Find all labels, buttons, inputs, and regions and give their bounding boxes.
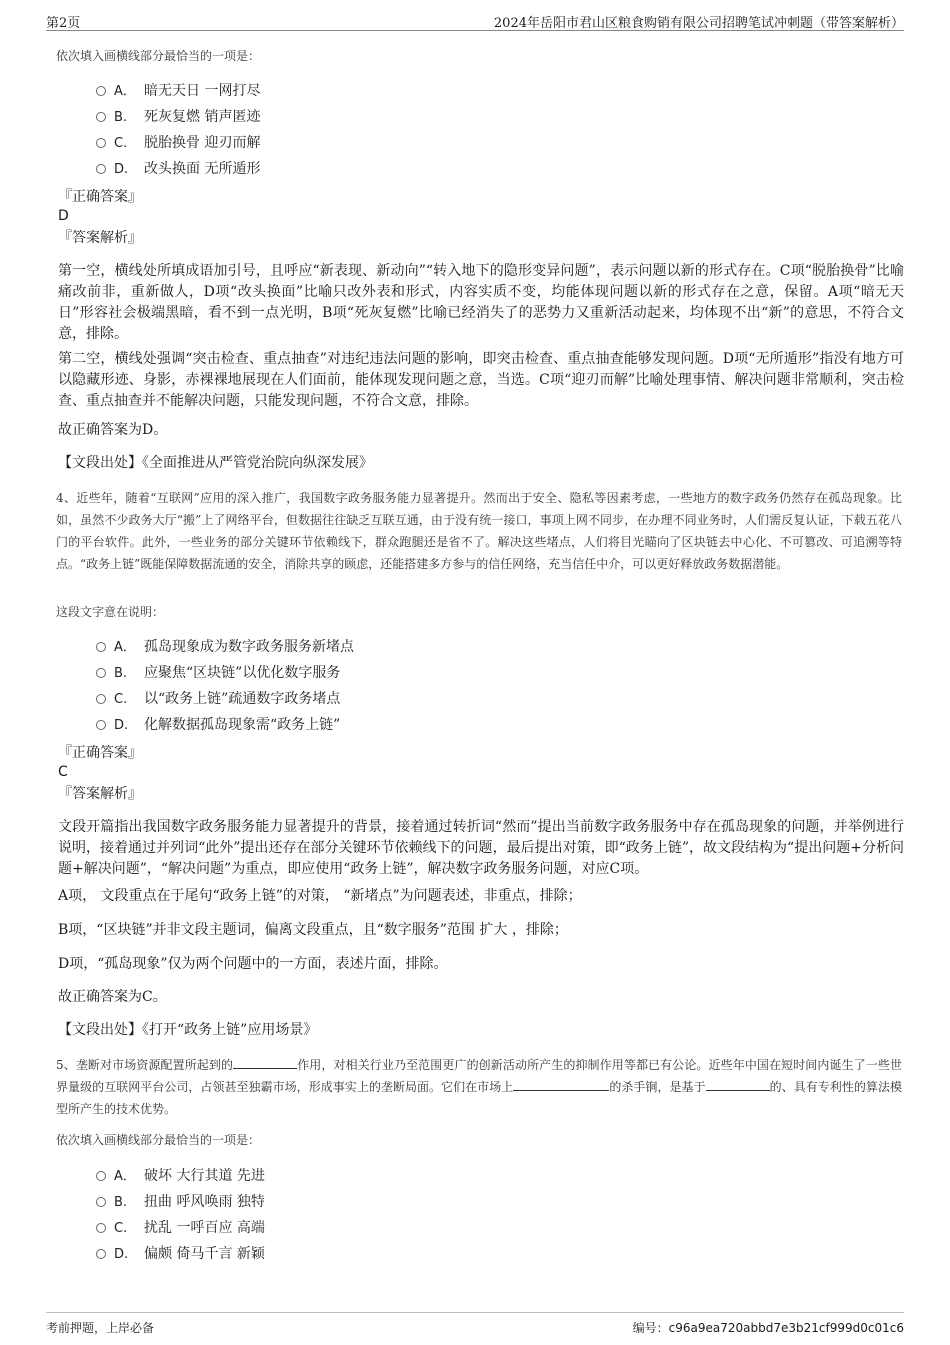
- q3-analysis-label: 『答案解析』: [58, 230, 142, 246]
- q3-option-d[interactable]: D. 改头换面 无所遁形: [96, 156, 596, 182]
- radio-icon[interactable]: [96, 1171, 106, 1181]
- q3-option-a[interactable]: A． 暗无天日 一网打尽: [96, 78, 596, 104]
- radio-icon[interactable]: [96, 112, 106, 122]
- q4-option-c[interactable]: C. 以“政务上链”疏通数字政务堵点: [96, 686, 596, 712]
- q4-analysis-label: 『答案解析』: [58, 786, 142, 802]
- radio-icon[interactable]: [96, 642, 106, 652]
- q5-option-c[interactable]: C. 扰乱 一呼百应 高端: [96, 1215, 596, 1241]
- fill-blank: [513, 1078, 609, 1091]
- radio-icon[interactable]: [96, 720, 106, 730]
- document-title: 2024年岳阳市君山区粮食购销有限公司招聘笔试冲刺题（带答案解析）: [493, 16, 904, 31]
- q3-option-b[interactable]: B. 死灰复燃 销声匿迹: [96, 104, 596, 130]
- q3-analysis-p1: 第一空，横线处所填成语加引号，且呼应“新表现、新动向”“转入地下的隐形变异问题”，表示问题以新的形式存在。C项“脱胎换骨”比喻痛改前非，重新做人，D项“改头换面”比喻只改外表和形式，内容实质不变，均能体现问题以新的形式存在之意，保留。A项“暗无天日”形容社会极端黑暗，看不到一点光明，B项“死灰复燃”比喻已经消失了的恶势力又重新活动起来，均体现不出“新”的意思，不符合文意，排除。: [58, 263, 904, 342]
- q5-stem: 5、垄断对市场资源配置所起到的 作用，对相关行业乃至范围更广的创新活动所产生的抑制作用等都已有公论。近些年中国在短时间内诞生了一些世界量级的互联网平台公司，占领甚至独霸市场，形成事实上的垄断局面。它们在市场上 的杀手锏，是基于 的、具有专利性的算法模型所产生的技术优势。: [56, 1058, 902, 1116]
- radio-icon[interactable]: [96, 86, 106, 96]
- radio-icon[interactable]: [96, 138, 106, 148]
- q5-option-a[interactable]: A． 破坏 大行其道 先进: [96, 1163, 596, 1189]
- page-header: [46, 10, 904, 31]
- q3-options: [96, 78, 596, 182]
- q5-option-d[interactable]: D. 偏颇 倚马千言 新颖: [96, 1241, 596, 1267]
- q4-analysis-p1: 文段开篇指出我国数字政务服务能力显著提升的背景，接着通过转折词“然而”提出当前数字政务服务中存在孤岛现象的问题，并举例进行说明，接着通过并列词“此外”提出还存在部分关键环节依赖线下的问题，最后提出对策，即“政务上链”，故文段结构为“提出问题+分析问题+解决问题”，“解决问题”为重点，即应使用“政务上链”，解决数字政务服务问题，对应C项。: [58, 819, 904, 877]
- q4-analysis-d: D项，“孤岛现象”仅为两个问题中的一方面，表述片面，排除。: [58, 956, 448, 972]
- q4-option-a[interactable]: A． 孤岛现象成为数字政务服务新堵点: [96, 634, 596, 660]
- q4-correct-label: 『正确答案』: [58, 745, 142, 761]
- q4-analysis-a: A项， 文段重点在于尾句“政务上链”的对策， “新堵点”为问题表述，非重点，排除；: [58, 888, 582, 904]
- q4-analysis-b: B项，“区块链”并非文段主题词，偏离文段重点，且“数字服务”范围 扩大 ，排除；: [58, 922, 568, 938]
- page-number: 第2页: [46, 16, 81, 31]
- q3-analysis-p2: 第二空，横线处强调“突击检查、重点抽查”对违纪违法问题的影响，即突击检查、重点抽查能够发现问题。D项“无所遁形”指没有地方可以隐藏形迹、身影，赤裸裸地展现在人们面前，能体现发现问题之意，当选。C项“迎刃而解”比喻处理事情、解决问题非常顺利，突击检查、重点抽查并不能解决问题，只能发现问题，不符合文意，排除。: [58, 351, 904, 409]
- fill-blank: [233, 1056, 297, 1069]
- q4-option-b[interactable]: B. 应聚焦“区块链”以优化数字服务: [96, 660, 596, 686]
- q4-options: [96, 634, 596, 738]
- radio-icon[interactable]: [96, 164, 106, 174]
- radio-icon[interactable]: [96, 694, 106, 704]
- q3-option-c[interactable]: C. 脱胎换骨 迎刃而解: [96, 130, 596, 156]
- radio-icon[interactable]: [96, 1197, 106, 1207]
- q4-option-d[interactable]: D. 化解数据孤岛现象需“政务上链”: [96, 712, 596, 738]
- q3-correct-label: 『正确答案』: [58, 189, 142, 205]
- q4-answer: C: [58, 764, 68, 780]
- fill-blank: [706, 1078, 770, 1091]
- document-code: 编号：c96a9ea720abbd7e3b21cf999d0c01c6: [632, 1321, 904, 1335]
- q4-source: 【文段出处】《打开“政务上链”应用场景》: [58, 1022, 318, 1038]
- footer-slogan: 考前押题，上岸必备: [46, 1321, 155, 1335]
- q3-prompt: 依次填入画横线部分最恰当的一项是：: [56, 49, 261, 63]
- q4-analysis-conclusion: 故正确答案为C。: [58, 989, 167, 1005]
- q5-prompt: 依次填入画横线部分最恰当的一项是：: [56, 1133, 261, 1147]
- q3-analysis-conclusion: 故正确答案为D。: [58, 422, 168, 438]
- q5-options: [96, 1163, 596, 1267]
- q3-answer: D: [58, 208, 69, 224]
- q4-prompt: 这段文字意在说明：: [56, 605, 165, 619]
- page-footer: [46, 1312, 904, 1339]
- q4-stem: 4、近些年，随着“互联网”应用的深入推广，我国数字政务服务能力显著提升。然而出于安全、隐私等因素考虑，一些地方的数字政务仍然存在孤岛现象。比如，虽然不少政务大厅“搬”上了网络平台，但数据往往缺乏互联互通，由于没有统一接口，事项上网不同步，在办理不同业务时，人们需反复认证，下载五花八门的平台软件。此外，一些业务的部分关键环节依赖线下，群众跑腿还是省不了。解决这些堵点，人们将目光瞄向了区块链去中心化、不可篡改、可追溯等特点。“政务上链”既能保障数据流通的安全，消除共享的顾虑，还能搭建多方参与的信任网络，充当信任中介，可以更好释放政务数据潜能。: [56, 491, 902, 571]
- radio-icon[interactable]: [96, 668, 106, 678]
- radio-icon[interactable]: [96, 1223, 106, 1233]
- q5-option-b[interactable]: B. 扭曲 呼风唤雨 独特: [96, 1189, 596, 1215]
- q3-source: 【文段出处】《全面推进从严管党治院向纵深发展》: [58, 455, 373, 471]
- radio-icon[interactable]: [96, 1249, 106, 1259]
